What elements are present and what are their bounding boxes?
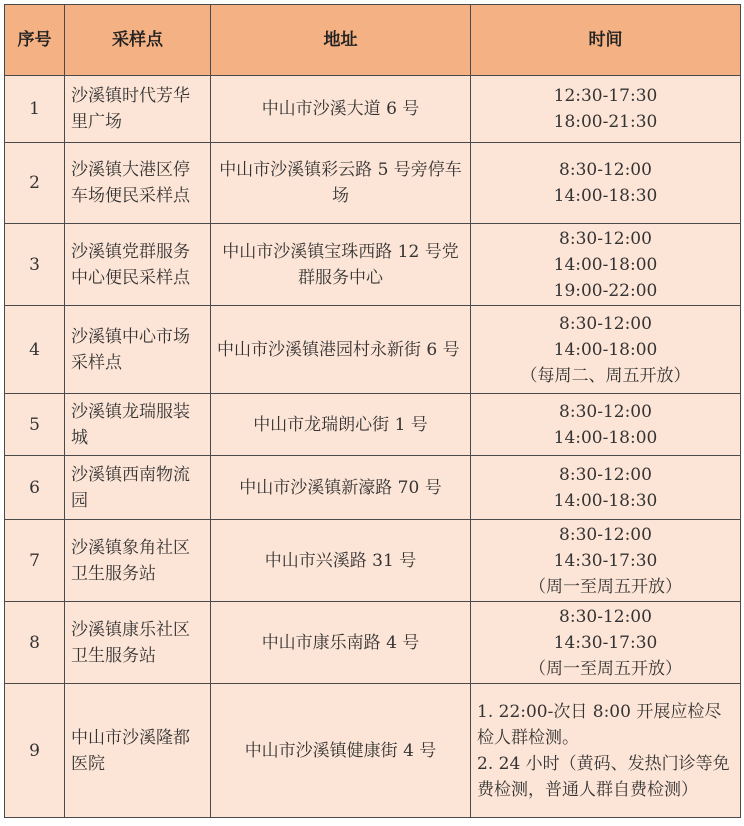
cell-time: [471, 143, 741, 224]
table-row: [5, 143, 741, 224]
table-row: [5, 520, 741, 602]
cell-no: 2: [5, 143, 65, 224]
cell-address: 中山市沙溪镇港园村永新街 6 号: [211, 306, 471, 394]
time-line: 14:30-17:30: [553, 632, 658, 653]
time-line: 12:30-17:30: [553, 86, 658, 106]
cell-time: [471, 394, 741, 456]
header-no: 序号: [5, 5, 65, 76]
time-line: 19:00-22:00: [553, 280, 658, 301]
time-line: 14:00-18:30: [553, 186, 658, 206]
cell-time: [471, 456, 741, 520]
sampling-sites-table: [4, 4, 741, 818]
table-row: [5, 394, 741, 456]
time-line: 8:30-12:00: [559, 401, 652, 422]
cell-address: 中山市沙溪镇健康街 4 号: [211, 684, 471, 818]
cell-no: 9: [5, 684, 65, 818]
cell-time: [471, 520, 741, 602]
cell-no: 6: [5, 456, 65, 520]
time-line: 8:30-12:00: [559, 524, 652, 545]
table-row: [5, 684, 741, 818]
cell-site: 沙溪镇象角社区卫生服务站: [65, 520, 211, 602]
header-site: 采样点: [65, 5, 211, 76]
table-row: [5, 602, 741, 684]
cell-no: 5: [5, 394, 65, 456]
time-line: 2. 24 小时（黄码、发热门诊等免费检测，普通人群自费检测）: [477, 753, 730, 800]
cell-site: 沙溪镇中心市场采样点: [65, 306, 211, 394]
cell-site: 沙溪镇党群服务中心便民采样点: [65, 224, 211, 306]
time-line: 14:00-18:00: [553, 339, 658, 360]
cell-site: 沙溪镇西南物流园: [65, 456, 211, 520]
time-line: 8:30-12:00: [559, 464, 652, 485]
cell-site: 沙溪镇康乐社区卫生服务站: [65, 602, 211, 684]
cell-no: 4: [5, 306, 65, 394]
cell-address: 中山市沙溪镇宝珠西路 12 号党群服务中心: [211, 224, 471, 306]
time-line: 1. 22:00-次日 8:00 开展应检尽检人群检测。: [477, 701, 722, 748]
cell-no: 1: [5, 76, 65, 143]
cell-address: 中山市沙溪镇新濠路 70 号: [211, 456, 471, 520]
table-row: [5, 224, 741, 306]
header-row: [5, 5, 741, 76]
cell-site: 中山市沙溪隆都医院: [65, 684, 211, 818]
cell-site: 沙溪镇龙瑞服装城: [65, 394, 211, 456]
cell-time: [471, 76, 741, 143]
time-line: 8:30-12:00: [559, 313, 652, 334]
time-line: 14:00-18:00: [553, 254, 658, 275]
cell-no: 3: [5, 224, 65, 306]
time-line: 14:00-18:30: [553, 490, 658, 511]
time-line: 18:00-21:30: [553, 112, 658, 132]
cell-no: 7: [5, 520, 65, 602]
cell-address: 中山市龙瑞朗心街 1 号: [211, 394, 471, 456]
time-line: （周一至周五开放）: [529, 576, 682, 597]
cell-address: 中山市沙溪镇彩云路 5 号旁停车场: [211, 143, 471, 224]
cell-site: 沙溪镇时代芳华里广场: [65, 76, 211, 143]
time-line: 14:30-17:30: [553, 550, 658, 571]
time-line: 8:30-12:00: [559, 228, 652, 249]
time-line: （周一至周五开放）: [529, 658, 682, 679]
cell-time: [471, 684, 741, 818]
cell-time: [471, 224, 741, 306]
header-time: 时间: [471, 5, 741, 76]
time-line: 14:00-18:00: [553, 427, 658, 448]
table-row: [5, 306, 741, 394]
cell-no: 8: [5, 602, 65, 684]
table-row: [5, 456, 741, 520]
time-line: 8:30-12:00: [559, 606, 652, 627]
cell-site: 沙溪镇大港区停车场便民采样点: [65, 143, 211, 224]
cell-time: [471, 602, 741, 684]
cell-address: 中山市沙溪大道 6 号: [211, 76, 471, 143]
time-line: 8:30-12:00: [559, 160, 652, 180]
cell-address: 中山市康乐南路 4 号: [211, 602, 471, 684]
time-line: （每周二、周五开放）: [520, 365, 691, 386]
table-row: [5, 76, 741, 143]
cell-address: 中山市兴溪路 31 号: [211, 520, 471, 602]
header-address: 地址: [211, 5, 471, 76]
cell-time: [471, 306, 741, 394]
